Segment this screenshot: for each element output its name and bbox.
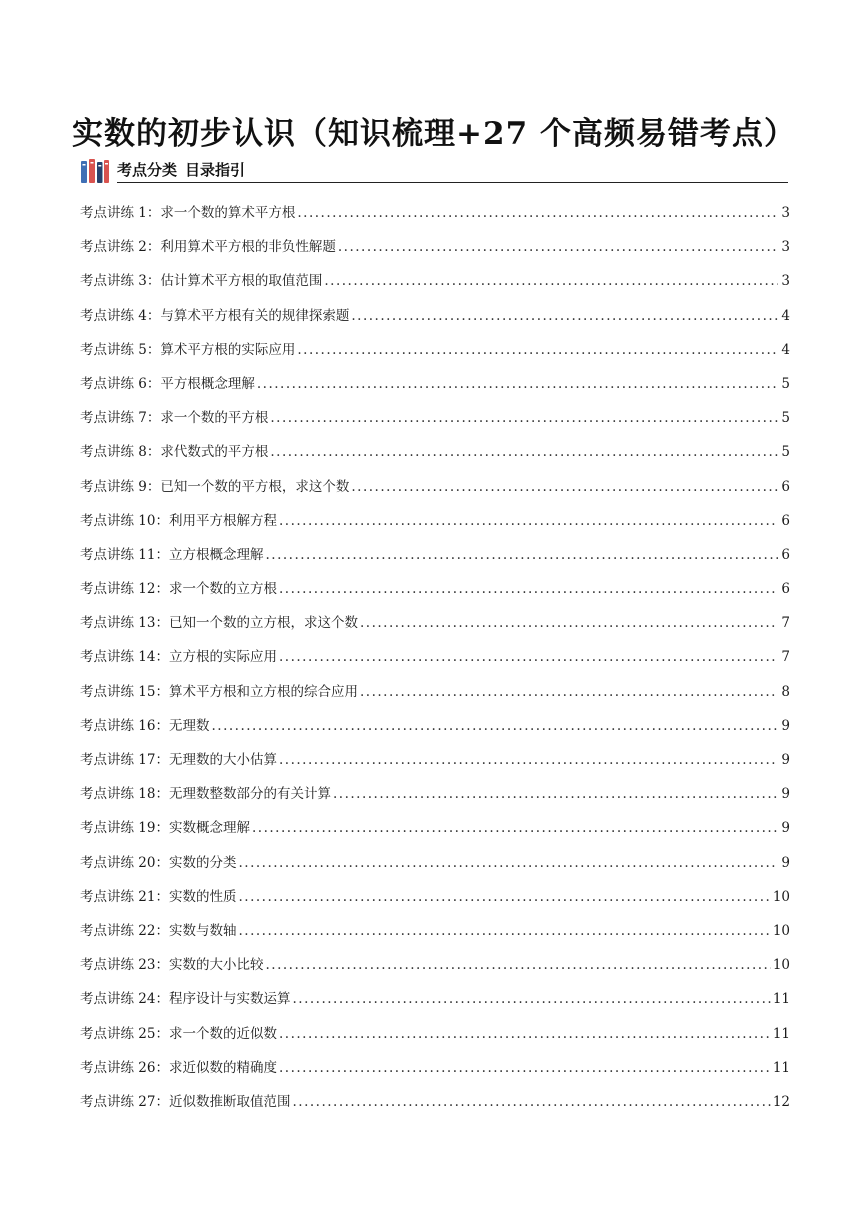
toc-entry-topic: 与算术平方根有关的规律探索题	[160, 307, 350, 324]
toc-entry[interactable]	[80, 816, 790, 850]
toc-entry-page-number: 9	[781, 786, 790, 803]
toc-entry-topic: 求一个数的近似数	[168, 1025, 277, 1042]
toc-entry[interactable]	[80, 372, 790, 406]
toc-entry-topic: 无理数	[168, 717, 210, 734]
toc-entry-topic: 求近似数的精确度	[168, 1059, 277, 1076]
toc-entry-label: 考点讲练 7：	[80, 410, 161, 427]
toc-entry-page-number: 9	[781, 854, 790, 871]
table-of-contents	[80, 201, 790, 1124]
toc-entry-label: 考点讲练 26：	[80, 1059, 169, 1076]
toc-entry-topic: 立方根的实际应用	[168, 649, 277, 666]
toc-entry-label: 考点讲练 1：	[80, 205, 161, 221]
toc-entry-label: 考点讲练 17：	[80, 752, 169, 768]
toc-dot-leader	[297, 338, 778, 362]
toc-dot-leader	[279, 645, 778, 669]
toc-entry-label: 考点讲练 12：	[80, 581, 169, 598]
toc-entry[interactable]	[80, 953, 790, 987]
toc-entry[interactable]	[80, 919, 790, 953]
toc-dot-leader	[270, 406, 778, 430]
toc-entry-label: 考点讲练 14：	[80, 649, 169, 666]
toc-entry-topic: 立方根概念理解	[168, 546, 264, 563]
toc-entry[interactable]	[80, 680, 790, 714]
toc-entry-page-number: 11	[772, 1025, 790, 1042]
toc-entry-topic: 实数的性质	[168, 888, 237, 905]
toc-dot-leader	[211, 714, 778, 738]
toc-entry[interactable]	[80, 338, 790, 372]
toc-dot-leader	[360, 680, 778, 704]
toc-dot-leader	[279, 748, 778, 772]
toc-entry-page-number: 6	[781, 478, 790, 495]
toc-entry[interactable]	[80, 748, 790, 782]
toc-entry-label: 考点讲练 23：	[80, 957, 169, 974]
toc-entry-topic: 已知一个数的平方根，求这个数	[160, 478, 350, 495]
toc-entry-page-number: 4	[781, 341, 790, 358]
toc-entry-label: 考点讲练 10：	[80, 512, 169, 529]
toc-dot-leader	[333, 782, 778, 806]
toc-entry[interactable]	[80, 543, 790, 577]
toc-entry-label: 考点讲练 15：	[80, 683, 169, 700]
toc-entry-topic: 算术平方根的实际应用	[160, 341, 296, 358]
toc-entry-label: 考点讲练 13：	[80, 615, 169, 632]
toc-entry-page-number: 9	[781, 752, 790, 768]
toc-dot-leader	[279, 509, 778, 533]
toc-entry-topic: 实数概念理解	[168, 820, 250, 837]
toc-dot-leader	[238, 851, 778, 875]
toc-entry-page-number: 12	[772, 1093, 790, 1110]
toc-entry-topic: 实数与数轴	[168, 922, 237, 939]
toc-entry-topic: 求代数式的平方根	[160, 444, 269, 461]
toc-entry-page-number: 9	[781, 820, 790, 837]
toc-entry[interactable]	[80, 1056, 790, 1090]
books-icon	[80, 158, 110, 184]
toc-dot-leader	[292, 987, 770, 1011]
toc-dot-leader	[257, 372, 778, 396]
toc-dot-leader	[324, 269, 778, 293]
toc-entry-page-number: 5	[781, 410, 790, 427]
toc-dot-leader	[351, 304, 778, 328]
toc-entry-label: 考点讲练 3：	[80, 273, 161, 290]
toc-entry-page-number: 10	[772, 957, 790, 974]
toc-entry-label: 考点讲练 27：	[80, 1093, 169, 1110]
document-title: 实数的初步认识（知识梳理+27 个高频易错考点）	[72, 116, 796, 152]
toc-dot-leader	[338, 235, 778, 259]
toc-entry-topic: 程序设计与实数运算	[168, 991, 291, 1008]
toc-entry-label: 考点讲练 11：	[80, 546, 169, 563]
toc-entry-label: 考点讲练 2：	[80, 239, 161, 256]
toc-entry[interactable]	[80, 475, 790, 509]
toc-entry-label: 考点讲练 4：	[80, 307, 161, 324]
toc-entry-page-number: 6	[781, 546, 790, 563]
toc-dot-leader	[270, 440, 778, 464]
toc-entry-topic: 算术平方根和立方根的综合应用	[168, 683, 358, 700]
toc-entry-topic: 已知一个数的立方根，求这个数	[168, 615, 358, 632]
toc-dot-leader	[279, 1022, 771, 1046]
toc-entry-topic: 平方根概念理解	[160, 375, 255, 392]
toc-entry[interactable]	[80, 577, 790, 611]
toc-entry-page-number: 11	[772, 1059, 790, 1076]
toc-entry[interactable]	[80, 304, 790, 338]
toc-entry-page-number: 7	[781, 615, 790, 632]
toc-entry-page-number: 11	[772, 991, 790, 1008]
section-title-highlight: 考点分类	[117, 161, 178, 179]
toc-entry-page-number: 10	[772, 922, 790, 939]
toc-dot-leader	[238, 919, 770, 943]
toc-dot-leader	[292, 1090, 770, 1114]
toc-dot-leader	[265, 953, 770, 977]
toc-entry[interactable]	[80, 782, 790, 816]
section-title-rest: 目录指引	[185, 161, 246, 179]
toc-entry[interactable]	[80, 1022, 790, 1056]
toc-entry-label: 考点讲练 19：	[80, 820, 169, 837]
toc-entry-topic: 实数的分类	[168, 854, 237, 871]
toc-entry-label: 考点讲练 8：	[80, 444, 161, 461]
toc-entry-label: 考点讲练 9：	[80, 478, 161, 495]
toc-entry-page-number: 5	[781, 375, 790, 392]
toc-entry[interactable]	[80, 714, 790, 748]
toc-entry-topic: 利用算术平方根的非负性解题	[160, 239, 336, 256]
toc-entry[interactable]	[80, 611, 790, 645]
toc-dot-leader	[297, 201, 778, 225]
toc-entry[interactable]	[80, 509, 790, 543]
toc-entry-label: 考点讲练 24：	[80, 991, 169, 1008]
toc-entry-topic: 求一个数的平方根	[160, 410, 269, 427]
toc-entry[interactable]	[80, 885, 790, 919]
toc-entry-page-number: 7	[781, 649, 790, 666]
toc-entry-topic: 实数的大小比较	[168, 957, 264, 974]
toc-entry-label: 考点讲练 22：	[80, 922, 169, 939]
toc-dot-leader	[279, 577, 778, 601]
toc-entry-topic: 无理数的大小估算	[168, 752, 277, 768]
toc-entry-page-number: 9	[781, 717, 790, 734]
toc-entry-topic: 无理数整数部分的有关计算	[168, 786, 331, 803]
toc-dot-leader	[360, 611, 778, 635]
toc-dot-leader	[351, 475, 778, 499]
toc-dot-leader	[252, 816, 778, 840]
toc-entry[interactable]	[80, 269, 790, 303]
toc-entry[interactable]	[80, 440, 790, 474]
toc-entry-label: 考点讲练 25：	[80, 1025, 169, 1042]
toc-dot-leader	[279, 1056, 771, 1080]
toc-entry-page-number: 6	[781, 512, 790, 529]
toc-dot-leader	[238, 885, 770, 909]
toc-entry-label: 考点讲练 18：	[80, 786, 169, 803]
toc-entry-page-number: 3	[781, 273, 790, 290]
toc-entry-label: 考点讲练 16：	[80, 717, 169, 734]
toc-entry[interactable]	[80, 987, 790, 1021]
toc-entry[interactable]	[80, 406, 790, 440]
toc-entry-label: 考点讲练 21：	[80, 888, 169, 905]
toc-entry-topic: 求一个数的算术平方根	[160, 205, 296, 221]
toc-entry-topic: 近似数推断取值范围	[168, 1093, 291, 1110]
toc-entry[interactable]	[80, 201, 790, 235]
toc-entry-page-number: 3	[781, 205, 790, 221]
section-divider	[117, 182, 788, 183]
section-title	[117, 159, 245, 180]
toc-entry-page-number: 4	[781, 307, 790, 324]
toc-entry[interactable]	[80, 645, 790, 679]
toc-entry-topic: 求一个数的立方根	[168, 581, 277, 598]
section-header	[80, 155, 788, 185]
toc-entry[interactable]	[80, 851, 790, 885]
toc-entry-page-number: 10	[772, 888, 790, 905]
toc-entry-label: 考点讲练 20：	[80, 854, 169, 871]
toc-entry-page-number: 5	[781, 444, 790, 461]
toc-entry[interactable]	[80, 1090, 790, 1124]
toc-entry-label: 考点讲练 5：	[80, 341, 161, 358]
toc-entry-topic: 估计算术平方根的取值范围	[160, 273, 323, 290]
toc-entry-page-number: 8	[781, 683, 790, 700]
toc-dot-leader	[265, 543, 778, 567]
toc-entry-topic: 利用平方根解方程	[168, 512, 277, 529]
toc-entry-page-number: 3	[781, 239, 790, 256]
toc-entry-page-number: 6	[781, 581, 790, 598]
toc-entry-label: 考点讲练 6：	[80, 375, 161, 392]
toc-entry[interactable]	[80, 235, 790, 269]
